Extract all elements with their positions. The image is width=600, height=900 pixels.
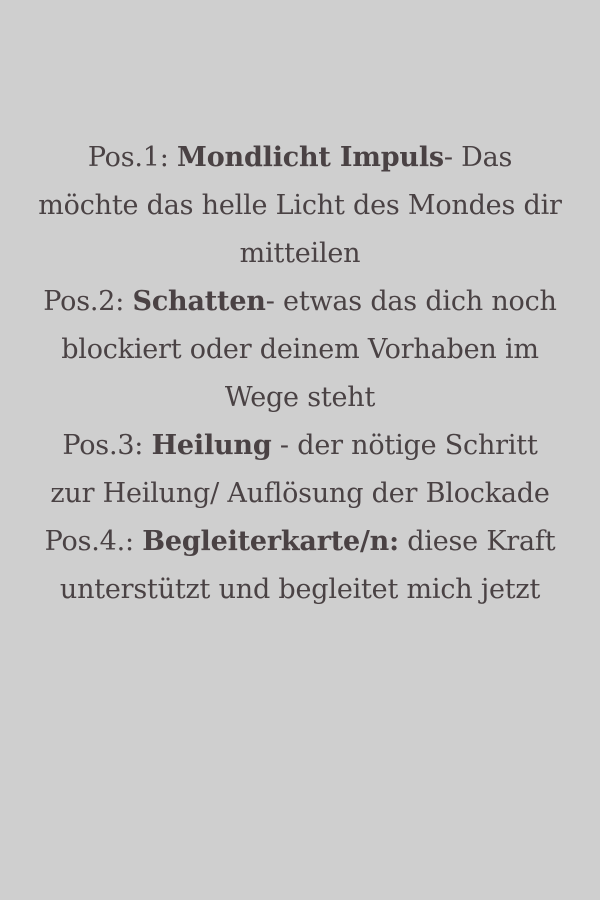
position-3-prefix: Pos.3: [62,430,152,461]
position-4-prefix: Pos.4.: [44,526,143,557]
position-1-description: - Das möchte das helle Licht des Mondes dir mitteilen [38,142,562,269]
position-4-title: Begleiterkarte/n: [142,526,399,557]
position-4-description: diese Kraft unterstützt und begleitet mich jetzt [59,526,556,605]
position-3-title: Heilung [151,430,272,461]
position-3-description: - der nötige Schritt zur Heilung/ Auflösung der Blockade [50,430,550,509]
position-1-prefix: Pos.1: [87,142,178,173]
position-2-prefix: Pos.2: [43,286,133,317]
position-1-entry [38,134,562,278]
position-2-title: Schatten [132,286,266,317]
position-4-entry [38,518,562,614]
positions-text-block [38,134,562,614]
position-3-entry [38,422,562,518]
position-2-entry [38,278,562,422]
position-1-title: Mondlicht Impuls [177,142,444,173]
position-2-description: - etwas das dich noch blockiert oder deinem Vorhaben im Wege steht [61,286,557,413]
